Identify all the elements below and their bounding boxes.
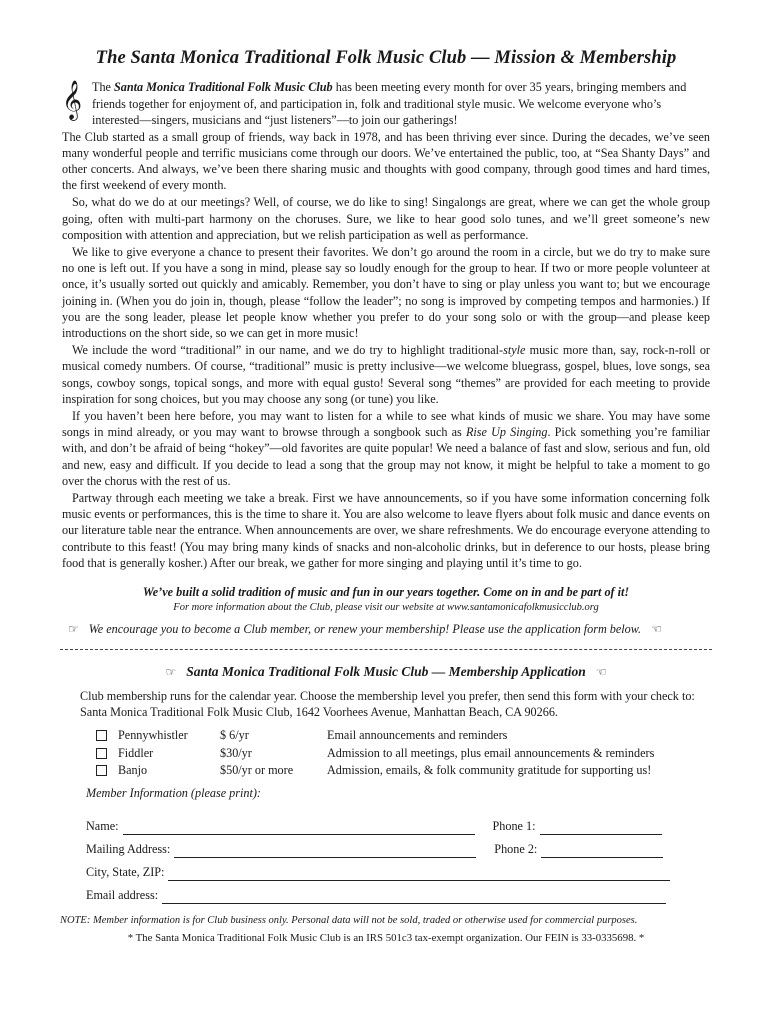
level-name: Pennywhistler: [118, 728, 188, 743]
paragraph-break: Partway through each meeting we take a break. First we have announcements, so if you have some information concerning folk music events or performances, this is the time to share it. You are also welcome to leave flyers about folk music and dance events on our literature table near the entrance. When announcements are over, we share refreshments. We do encourage everyone attending to contribute to this feast! (You may bring many kinds of snacks and non-alcoholic drinks, but in deference to our hosts, please bring food that is generally kosher.) After our break, we gather for more singing and playing until it’s time to go.: [62, 490, 710, 570]
application-form: [62, 688, 710, 904]
songbook-title: Rise Up Singing: [465, 425, 548, 440]
name-field[interactable]: [123, 821, 475, 835]
phone2-field[interactable]: [541, 844, 663, 858]
mailing-phone2-row: [86, 835, 710, 858]
paragraph-history: The Club started as a small group of friends, way back in 1978, and has been thriving ever since. During the decades, we’ve seen many wonderful people and terrific musicians come through our doors. We’ve entertained the public, too, at “Sea Shanty Days” and other concerts. And always, we’ve been there sharing music and thoughts with good company, through good times and hard times, the first weekend of every month.: [62, 129, 710, 193]
city-state-zip-label: City, State, ZIP:: [86, 865, 165, 880]
phone2-label: Phone 2:: [494, 842, 538, 857]
member-info-label: Member Information (please print):: [86, 786, 261, 801]
club-name: Santa Monica Traditional Folk Music Club: [114, 80, 333, 94]
email-row: [86, 881, 710, 904]
treble-clef-icon: 𝄞: [62, 80, 83, 120]
intro-prefix: The: [92, 80, 114, 94]
phone1-label: Phone 1:: [492, 819, 536, 834]
city-state-zip-field[interactable]: [168, 867, 670, 881]
level-checkbox[interactable]: [96, 765, 107, 776]
application-title: [62, 664, 710, 680]
paragraph-traditional: [62, 342, 710, 407]
encourage-text: We encourage you to become a Club member, or renew your membership! Please use the application form below.: [88, 621, 642, 636]
level-name: Banjo: [118, 763, 148, 778]
level-price: $50/yr or more: [220, 763, 294, 778]
paragraph-favorites: We like to give everyone a chance to present their favorites. We don’t go around the room in a circle, but we do try to make sure no one is left out. If you have a song in mind, please say so loudly enough for the group to hear. If two or more people volunteer at once, it’s usually sorted out quickly and amicably. Remember, you don’t have to sing or play unless you want to; but we encourage joining in. (When you do join in, though, please “follow the leader”; no song is improved by competing tempos and harmonies.) If you are the song leader, please let people know whether you prefer to do your song solo or with the group—and please keep introductions on the short side, so we can get in more music!: [62, 244, 710, 340]
level-name: Fiddler: [118, 745, 154, 760]
fein-statement: * The Santa Monica Traditional Folk Music Club is an IRS 501c3 tax-exempt organization. Our FEIN is 33-0335698. *: [127, 931, 645, 944]
membership-levels: [96, 727, 710, 780]
level-checkbox[interactable]: [96, 730, 107, 741]
paragraph-meetings: So, what do we do at our meetings? Well, of course, we do like to sing! Singalongs are great, where we can get the whole group going, often with multi-part harmony on the choruses. Sure, we like to hear good solo tunes, and we’ll greet someone’s new composition with attention and appreciation, but we relish participation as well as performance.: [62, 195, 710, 242]
cut-line-divider: [60, 649, 712, 650]
level-checkbox[interactable]: [96, 748, 107, 759]
level-price: $30/yr: [220, 745, 252, 760]
paragraph-traditional-emphasis: style: [503, 343, 526, 358]
level-row: [96, 727, 710, 745]
level-benefit: Admission, emails, & folk community gratitude for supporting us!: [327, 763, 652, 778]
paragraph-traditional-text-b: music more than, say, rock-n-roll or musical comedy numbers. Of course, “traditional” music is pretty inclusive—we welcome bluegrass, gospel, blues, love songs, sea songs, cowboy songs, topical songs, and more with equal gusto! Several song “themes” are provided for each meeting to provide inspiration for song choices, but you may choose any song (or tune) you like.: [62, 343, 710, 406]
paragraph-traditional-text-a: We include the word “traditional” in our name, and we do try to highlight traditional-: [72, 343, 504, 358]
level-benefit: Admission to all meetings, plus email announcements & reminders: [327, 745, 655, 760]
mailing-address-label: Mailing Address:: [86, 842, 171, 857]
page-title: The Santa Monica Traditional Folk Music Club — Mission & Membership: [95, 48, 677, 68]
mailing-address-field[interactable]: [174, 844, 476, 858]
email-field[interactable]: [162, 890, 666, 904]
level-row: [96, 762, 710, 780]
name-phone1-row: [86, 812, 710, 835]
pointing-hand-right-icon: ☞: [165, 664, 177, 679]
name-label: Name:: [86, 819, 119, 834]
privacy-note: NOTE: Member information is for Club business only. Personal data will not be sold, traded or otherwise used for commercial purposes.: [60, 914, 638, 926]
email-label: Email address:: [86, 888, 159, 903]
application-intro: Club membership runs for the calendar year. Choose the membership level you prefer, then send this form with your check to: Santa Monica Traditional Folk Music Club, 1642 Voorhees Avenue, Manhattan Beach, CA 90266.: [80, 688, 695, 720]
application-title-text: Santa Monica Traditional Folk Music Club — Membership Application: [186, 663, 586, 679]
intro-paragraph: [62, 79, 710, 129]
intro-text: has been meeting every month for over 35 years, bringing members and friends together for enjoyment of, and participation in, folk and traditional style music. We welcome everyone who’s interested—singers, musicians and “just listeners”—to join our gatherings!: [92, 80, 687, 127]
pointing-hand-left-icon: ☜: [651, 622, 662, 637]
pointing-hand-right-icon: ☞: [68, 622, 79, 637]
level-row: [96, 744, 710, 762]
level-benefit: Email announcements and reminders: [327, 728, 508, 743]
paragraph-newcomer-text-a: If you haven’t been here before, you may want to listen for a while to see what kinds of music we share. You may have some songs in mind already, or you may want to browse through a songbook such as: [62, 408, 710, 440]
city-row: [86, 858, 710, 881]
paragraph-newcomer: [62, 408, 710, 489]
paragraph-newcomer-text-b: . Pick something you’re familiar with, and don’t be afraid of being “hokey”—old favorites are quite popular! We need a balance of fast and slow, serious and fun, old and new, easy and difficult. If you decide to lead a song that the group may not know, it might be helpful to take a moment to go over the chorus with the rest of us.: [62, 425, 710, 488]
pointing-hand-left-icon: ☜: [595, 664, 607, 679]
encourage-line: [62, 622, 710, 637]
more-info-text: For more information about the Club, please visit our website at www.santamonicafolkmusicclub.org: [173, 601, 599, 613]
level-price: $ 6/yr: [220, 728, 249, 743]
tagline: We’ve built a solid tradition of music and fun in our years together. Come on in and be part of it!: [142, 584, 630, 599]
phone1-field[interactable]: [540, 821, 662, 835]
